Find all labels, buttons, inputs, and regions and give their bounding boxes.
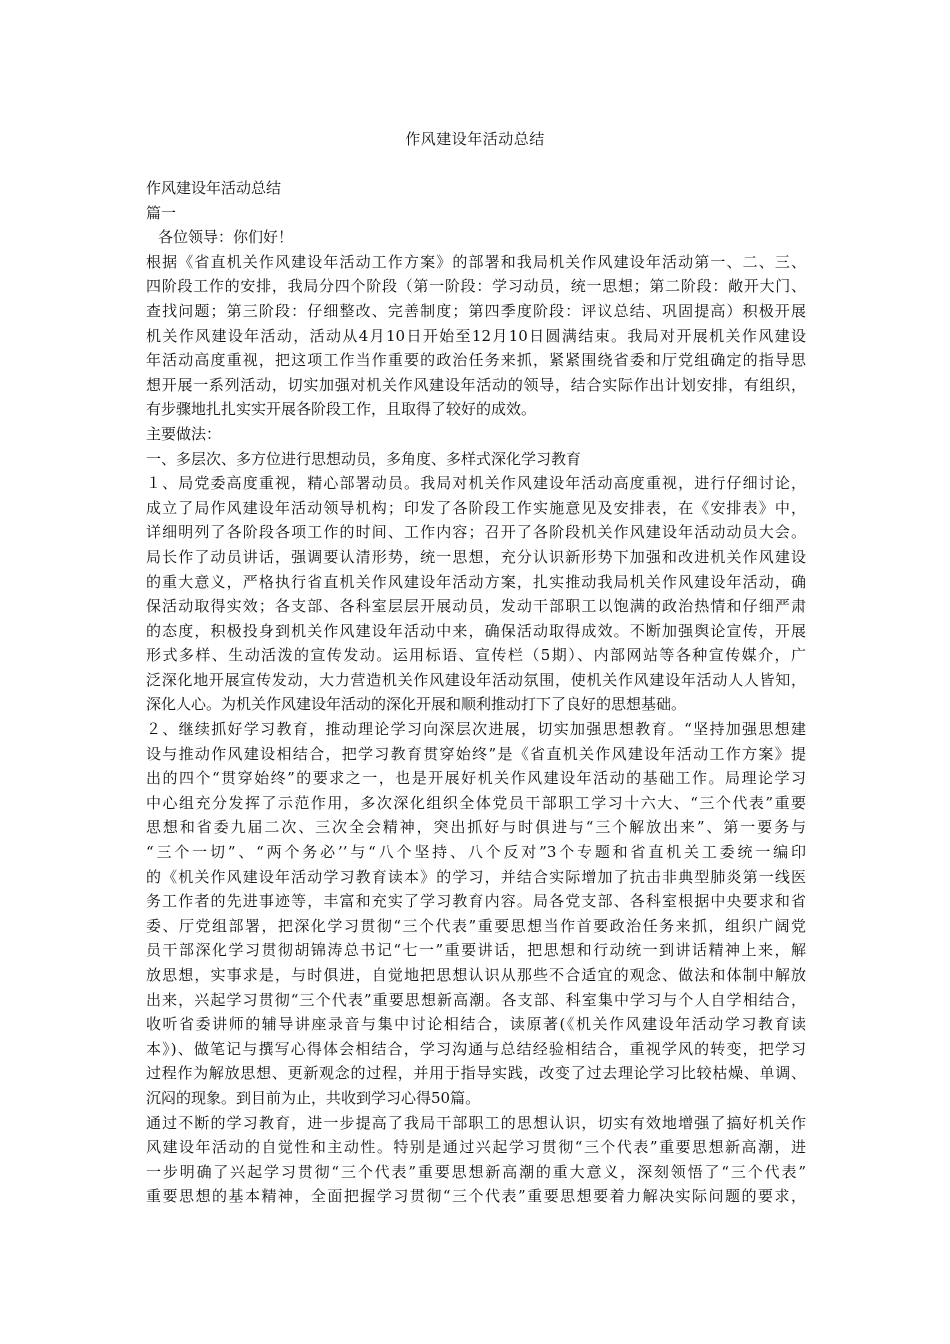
- text-line: 过程作为解放思想、更新观念的过程，并用于指导实践，改变了过去理论学习比较枯燥、单调、: [146, 1064, 806, 1083]
- text-line: 局长作了动员讲话，强调要认清形势，统一思想，充分认识新形势下加强和改进机关作风建设: [146, 547, 806, 566]
- text-line: 想开展一系列活动，切实加强对机关作风建设年活动的领导，结合实际作出计划安排，有组织，: [146, 375, 806, 394]
- text-line: 本》)、做笔记与撰写心得体会相结合，学习沟通与总结经验相结合，重视学风的转变，把学习: [146, 1039, 806, 1058]
- text-line: 的《机关作风建设年活动学习教育读本》的学习，并结合实际增加了抗击非典型肺炎第一线医: [146, 867, 806, 886]
- text-line: 中心组充分发挥了示范作用，多次深化组织全体党员干部职工学习十六大、“三个代表”重要: [146, 793, 806, 812]
- text-line: 有步骤地扎扎实实开展各阶段工作，且取得了较好的成效。: [146, 400, 537, 419]
- text-line: 篇一: [146, 203, 177, 222]
- text-line: 重要思想的基本精神，全面把握学习贯彻“三个代表”重要思想要着力解决实际问题的要求，: [146, 1187, 806, 1206]
- text-line: 设与推动作风建设相结合，把学习教育贯穿始终”是《省直机关作风建设年活动工作方案》提: [146, 744, 806, 763]
- text-line: 一、多层次、多方位进行思想动员，多角度、多样式深化学习教育: [146, 449, 582, 468]
- text-line: 一步明确了兴起学习贯彻“三个代表”重要思想新高潮的重大意义，深刻领悟了“三个代表”: [146, 1162, 806, 1181]
- text-line: 收听省委讲师的辅导讲座录音与集中讨论相结合，读原著(《机关作风建设年活动学习教育读: [146, 1015, 806, 1034]
- text-line: 的态度，积极投身到机关作风建设年活动中来，确保活动取得成效。不断加强舆论宣传，开展: [146, 621, 806, 640]
- text-line: 员干部深化学习贯彻胡锦涛总书记“七一”重要讲话，把思想和行动统一到讲话精神上来，解: [146, 941, 806, 960]
- text-line: 通过不断的学习教育，进一步提高了我局干部职工的思想认识，切实有效地增强了搞好机关作: [146, 1113, 806, 1132]
- text-line: 泛深化地开展宣传发动，大力营造机关作风建设年活动氛围，使机关作风建设年活动人人皆知，: [146, 670, 806, 689]
- text-line: 沉闷的现象。到目前为止，共收到学习心得50篇。: [146, 1088, 481, 1107]
- text-line: 各位领导：你们好！: [158, 228, 294, 247]
- text-line: ２、继续抓好学习教育，推动理论学习向深层次进展，切实加强思想教育。“坚持加强思想建: [146, 720, 806, 739]
- text-line: 作风建设年活动总结: [146, 179, 282, 197]
- text-line: 放思想，实事求是，与时俱进，自觉地把思想认识从那些不合适宜的观念、做法和体制中解放: [146, 966, 806, 984]
- text-line: 的重大意义，严格执行省直机关作风建设年活动方案，扎实推动我局机关作风建设年活动，确: [146, 572, 806, 591]
- text-line: 年活动高度重视，把这项工作当作重要的政治任务来抓，紧紧围绕省委和厅党组确定的指导思: [146, 351, 806, 370]
- text-line: 保活动取得实效；各支部、各科室层层开展动员，发动干部职工以饱满的政治热情和仔细严肃: [146, 597, 806, 616]
- text-line: “三个一切”、“两个务必’’与“八个坚持、八个反对”3个专题和省直机关工委统一编印: [146, 843, 806, 862]
- text-line: 查找问题；第三阶段：仔细整改、完善制度；第四季度阶段：评议总结、巩固提高）积极开展: [146, 301, 806, 320]
- text-line: １、局党委高度重视，精心部署动员。我局对机关作风建设年活动高度重视，进行仔细讨论，: [146, 474, 806, 493]
- text-line: 委、厅党组部署，把深化学习贯彻“三个代表”重要思想当作首要政治任务来抓，组织广阔党: [146, 916, 806, 935]
- text-line: 主要做法：: [146, 424, 222, 443]
- text-line: 务工作者的先进事迹等，丰富和充实了学习教育内容。局各党支部、各科室根据中央要求和省: [146, 892, 806, 911]
- text-line: 形式多样、生动活泼的宣传发动。运用标语、宣传栏（5期）、内部网站等各种宣传媒介，广: [146, 646, 806, 665]
- text-line: 出来，兴起学习贯彻“三个代表”重要思想新高潮。各支部、科室集中学习与个人自学相结合，: [146, 990, 806, 1009]
- text-line: 四阶段工作的安排，我局分四个阶段（第一阶段：学习动员，统一思想；第二阶段：敞开大门、: [146, 277, 806, 296]
- text-line: 根据《省直机关作风建设年活动工作方案》的部署和我局机关作风建设年活动第一、二、三、: [146, 252, 806, 271]
- text-line: 深化人心。为机关作风建设年活动的深化开展和顺利推动打下了良好的思想基础。: [146, 695, 687, 714]
- text-line: 思想和省委九届二次、三次全会精神，突出抓好与时俱进与“三个解放出来”、第一要务与: [146, 818, 806, 837]
- document-body: [146, 176, 806, 1209]
- text-line: 风建设年活动的自觉性和主动性。特别是通过兴起学习贯彻“三个代表”重要思想新高潮，进: [146, 1138, 806, 1157]
- text-line: 详细明列了各阶段各项工作的时间、工作内容；召开了各阶段机关作风建设年活动动员大会。: [146, 523, 806, 542]
- text-line: 成立了局作风建设年活动领导机构；印发了各阶段工作实施意见及安排表，在《安排表》中，: [146, 498, 806, 517]
- page-title: 作风建设年活动总结: [405, 130, 545, 148]
- text-line: 出的四个“贯穿始终”的要求之一，也是开展好机关作风建设年活动的基础工作。局理论学习: [146, 769, 806, 788]
- text-line: 机关作风建设年活动，活动从4月10日开始至12月10日圆满结束。我局对开展机关作风建设: [146, 326, 806, 345]
